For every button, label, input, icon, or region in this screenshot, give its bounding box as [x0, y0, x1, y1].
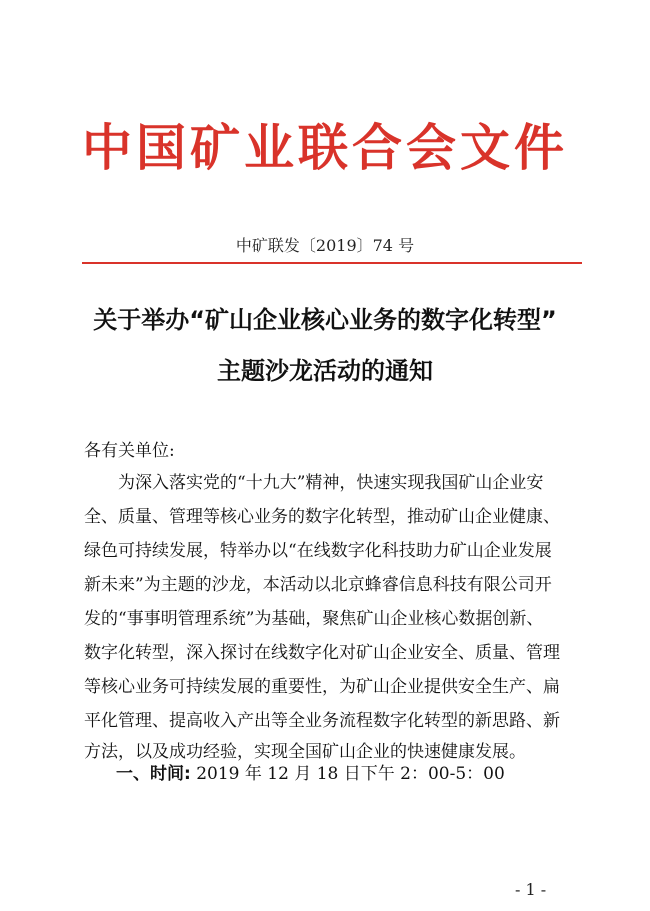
red-divider — [82, 262, 582, 264]
notice-title-line-2: 主题沙龙活动的通知 — [217, 357, 433, 385]
body-line: 数字化转型，深入探讨在线数字化对矿山企业安全、质量、管理 — [84, 643, 560, 663]
notice-title-line-1: 关于举办“矿山企业核心业务的数字化转型” — [93, 306, 557, 334]
document-number: 中矿联发〔2019〕74 号 — [235, 236, 415, 255]
body-line: 绿色可持续发展，特举办以“在线数字化科技助力矿山企业发展 — [84, 541, 552, 561]
body-line: 方法，以及成功经验，实现全国矿山企业的快速健康发展。 — [84, 742, 526, 762]
masthead-title: 中国矿业联合会文件 — [82, 119, 568, 177]
page-number: - 1 - — [515, 880, 547, 899]
section-time — [116, 763, 505, 785]
salutation: 各有关单位: — [84, 441, 175, 461]
body-line: 平化管理、提高收入产出等全业务流程数字化转型的新思路、新 — [84, 711, 560, 731]
body-line: 等核心业务可持续发展的重要性，为矿山企业提供安全生产、扁 — [84, 677, 560, 697]
body-line: 全、质量、管理等核心业务的数字化转型，推动矿山企业健康、 — [84, 507, 560, 527]
section-time-value: 2019 年 12 月 18 日下午 2：00-5：00 — [196, 764, 505, 784]
body-line: 新未来”为主题的沙龙，本活动以北京蜂睿信息科技有限公司开 — [84, 575, 552, 595]
body-line: 为深入落实党的“十九大”精神，快速实现我国矿山企业安 — [84, 473, 544, 493]
body-line: 发的“事事明管理系统”为基础，聚焦矿山企业核心数据创新、 — [84, 609, 544, 629]
section-time-label: 一、时间: — [116, 764, 191, 784]
